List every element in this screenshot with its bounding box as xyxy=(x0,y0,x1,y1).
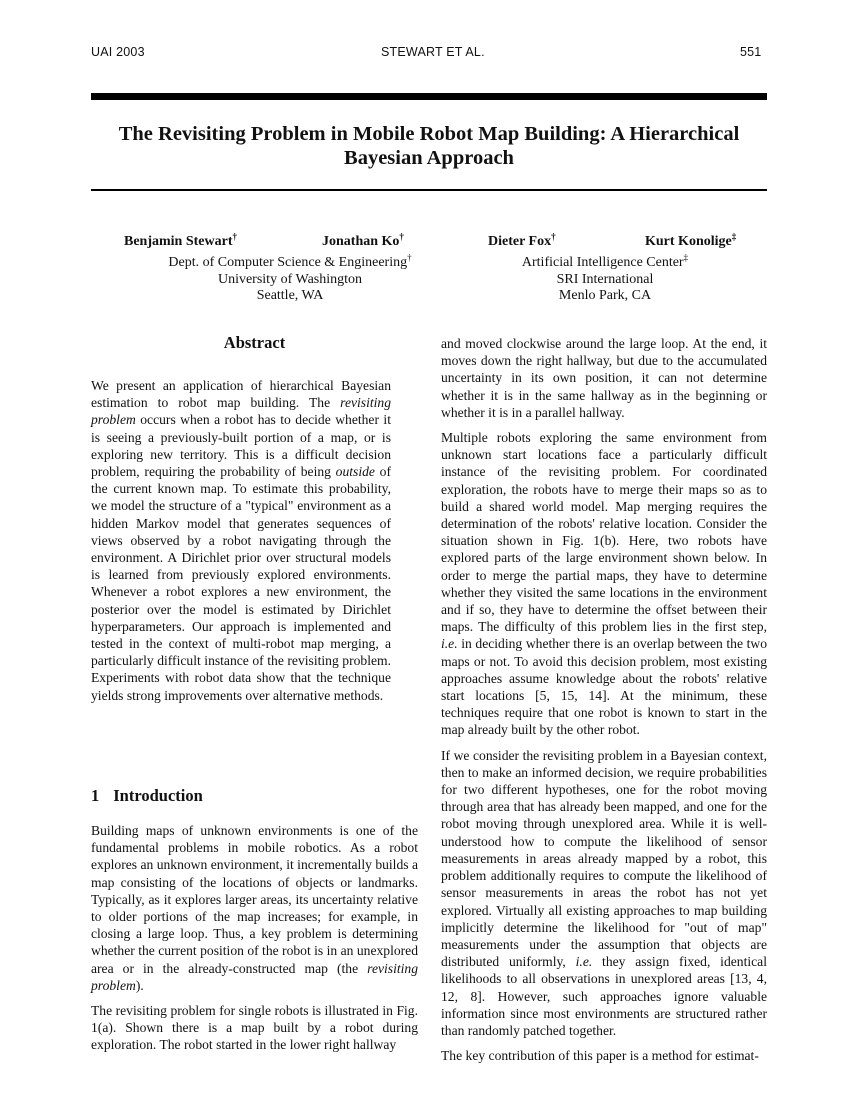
intro-paragraph-1: Building maps of unknown environments is one of the fundamental problems in mobile robotics. As a robot explores an unknown environment, it incrementally builds a map consisting of the locations of objects or landmarks. Typically, as it explores larger areas, its uncertainty relative to older portions of the map increases; for example, in closing a large loop. Thus, a key problem is determining whether the current position of the robot is in an unexplored area or in the already-constructed map (the revisiting problem). xyxy=(91,823,418,993)
paper-title xyxy=(91,122,767,170)
right-paragraph-2: Multiple robots exploring the same environment from unknown start locations face a particularly difficult instance of the revisiting problem. For coordinated exploration, the robots have to merge their maps so as to build a shared world model. Map merging requires the determination of the robots' relative location. Consider the situation shown in Fig. 1(b). Here, two robots have explored parts of the large environment shown below. In order to merge the partial maps, they have to determine whether they visited the same locations in the environment and if so, they have to determine the offset between their maps. The difficulty of this problem lies in the first step, i.e. in deciding whether there is an overlap between the two maps or not. To avoid this decision problem, most existing approaches assume knowledge about the robots' relative start locations [5, 15, 14]. At the minimum, these techniques require that one robot is known to start in the map already built by the other robot. xyxy=(441,430,767,738)
author-stewart: Benjamin Stewart† xyxy=(124,231,237,249)
right-paragraph-4: The key contribution of this paper is a method for estimat- xyxy=(441,1048,759,1064)
right-paragraph-1: and moved clockwise around the large loop. At the end, it moves down the right hallway, but due to the accumulated uncertainty in its own position, it can not determine whether it is in the same hallway as in the beginning or whether it is in a parallel hallway. xyxy=(441,336,767,420)
affiliation-sri: Artificial Intelligence Center‡ SRI International Menlo Park, CA xyxy=(521,252,689,303)
right-paragraph-3: If we consider the revisiting problem in a Bayesian context, then to make an informed decision, we require probabilities for two different hypotheses, one for the robot moving through area that has already been mapped, and one for the robot moving through unexplored area. While it is well-understood how to compute the likelihood of sensor measurements in areas already mapped by a robot, this problem additionally requires to compute the likelihood of sensor measurements in areas the robot has not yet explored. Virtually all existing approaches to map building implicitly determine the likelihood for "out of map" measurements under the assumption that objects are distributed uniformly, i.e. they assign fixed, identical likelihoods to all observations in unexplored areas [13, 4, 12, 8]. However, such approaches ignore valuable information since most environments are structured rather than randomly patched together. xyxy=(441,747,767,1038)
abstract-heading: Abstract xyxy=(223,333,286,352)
running-header-center: STEWART ET AL. xyxy=(381,45,485,59)
author-fox: Dieter Fox† xyxy=(488,231,556,249)
page-number: 551 xyxy=(740,45,762,59)
right-column-body xyxy=(441,335,767,1072)
author-ko: Jonathan Ko† xyxy=(322,231,404,249)
abstract-body: We present an application of hierarchical Bayesian estimation to robot map building. The revisiting problem occurs when a robot has to decide whether it is seeing a previously-built portion of a map, or is exploring new territory. This is a difficult decision problem, requiring the probability of being outside of the current known map. To estimate this probability, we model the structure of a "typical" environment as a hidden Markov model that generates sequences of views observed by a robot navigating through the environment. A Dirichlet prior over structural models is learned from previously explored environments. Whenever a robot explores a new environment, the posterior over the model is estimated by Dirichlet hyperparameters. Our approach is implemented and tested in the context of multi-robot map merging, a particularly difficult instance of the revisiting problem. Experiments with robot data show that the technique yields strong improvements over alternative methods. xyxy=(91,378,392,703)
introduction-body xyxy=(91,822,418,1062)
title-rule xyxy=(91,189,767,191)
top-rule xyxy=(91,93,767,100)
intro-paragraph-2: The revisiting problem for single robots is illustrated in Fig. 1(a). Shown there is a map built by a robot during exploration. The robot started in the lower right hallway xyxy=(91,1003,418,1053)
title-line-2: Bayesian Approach xyxy=(344,147,514,169)
section-heading-introduction: 1 Introduction xyxy=(91,786,203,805)
running-header-left: UAI 2003 xyxy=(91,45,145,59)
author-konolige: Kurt Konolige‡ xyxy=(645,231,737,249)
affiliation-uw: Dept. of Computer Science & Engineering† University of Washington Seattle, WA xyxy=(168,252,412,303)
title-line-1: The Revisiting Problem in Mobile Robot Map Building: A Hierarchical xyxy=(118,123,740,145)
